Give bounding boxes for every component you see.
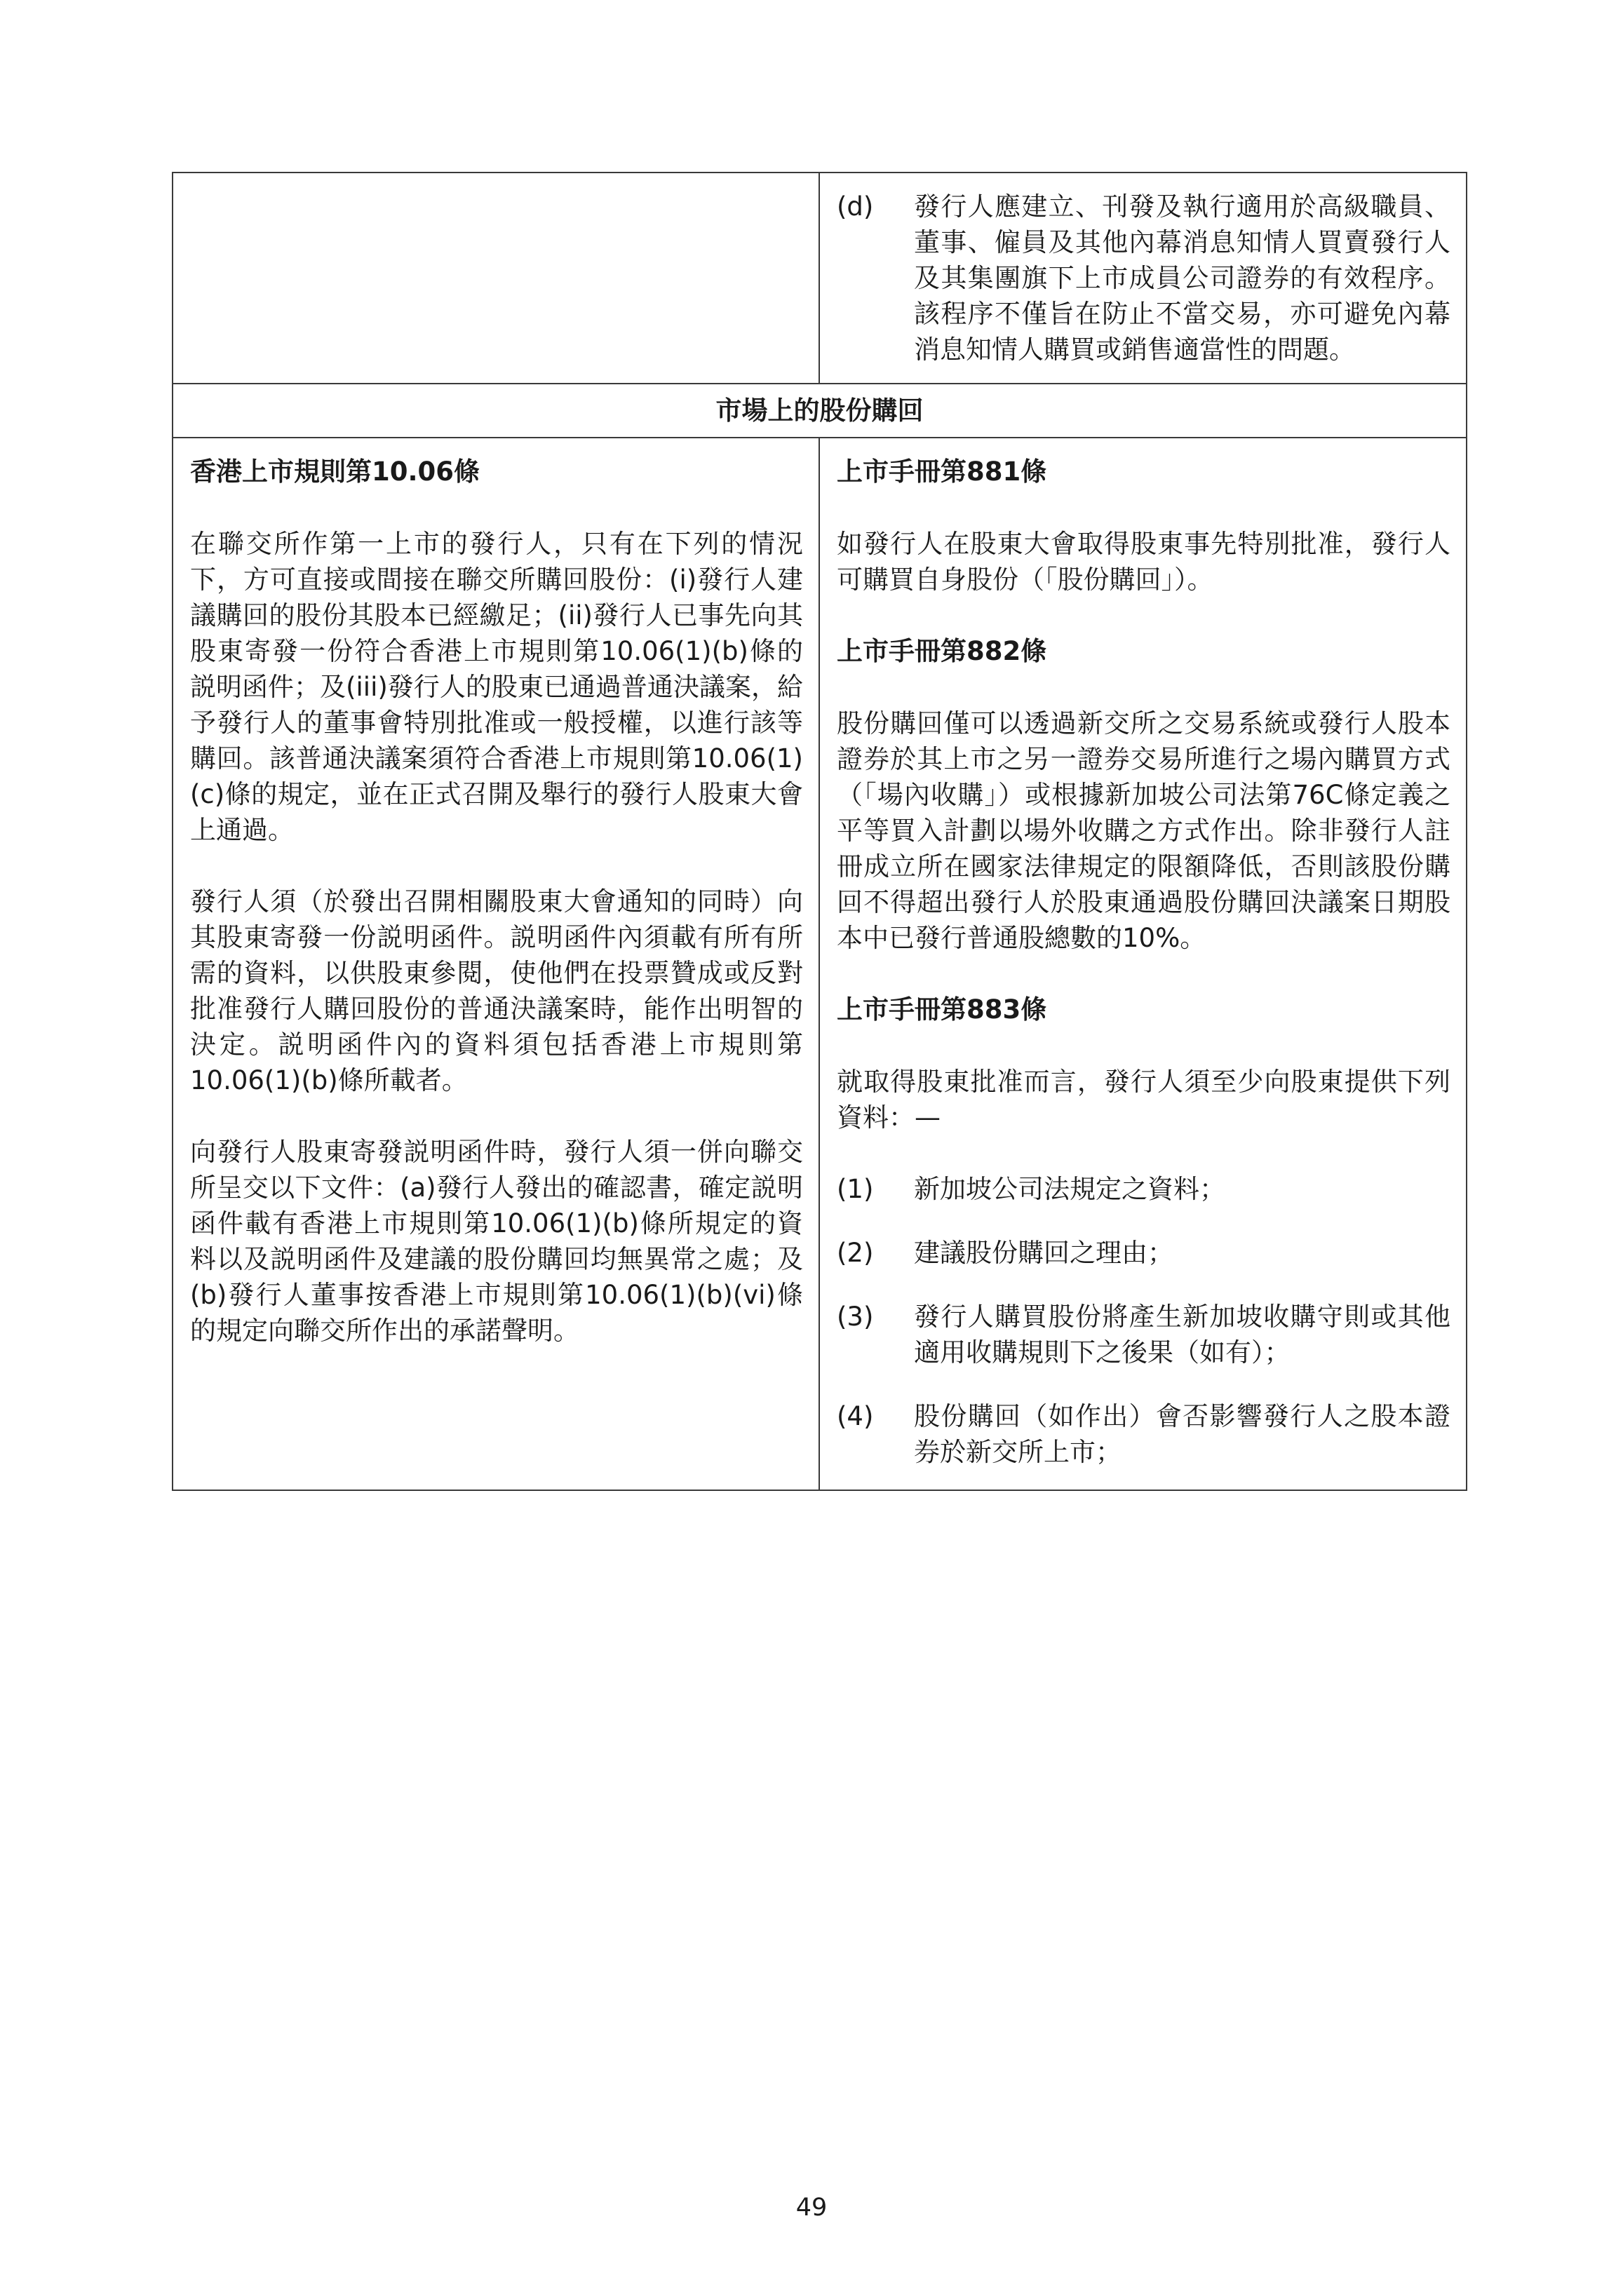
item-text: 發行人購買股份將產生新加坡收購守則或其他適用收購規則下之後果（如有）； xyxy=(914,1302,1450,1368)
item-d-cell xyxy=(819,173,1467,384)
left-paragraph-3: 向發行人股東寄發説明函件時，發行人須一併向聯交所呈交以下文件：(a)發行人發出的確認書，確定説明函件載有香港上市規則第10.06(1)(b)條所規定的資料以及説明函件及建議的股份購回均無異常之處；及(b)發行人董事按香港上市規則第10.06(1)(b)(vi)條的規定向聯交所作出的承諾聲明。 xyxy=(190,1137,803,1346)
table-row xyxy=(173,173,1467,384)
item-text: 發行人應建立、刊發及執行適用於高級職員、董事、僱員及其他內幕消息知情人買賣發行人及其集團旗下上市成員公司證券的有效程序。該程序不僅旨在防止不當交易，亦可避免內幕消息知情人購買或銷售適當性的問題。 xyxy=(914,191,1450,365)
page-number: 49 xyxy=(795,2194,828,2222)
list-item xyxy=(837,189,1450,367)
rule-882-text: 股份購回僅可以透過新交所之交易系統或發行人股本證券於其上市之另一證券交易所進行之場內購買方式（「場內收購」）或根據新加坡公司法第76C條定義之平等買入計劃以場外收購之方式作出。除非發行人註冊成立所在國家法律規定的限額降低，否則該股份購回不得超出發行人於股東通過股份購回決議案日期股本中已發行普通股總數的10%。 xyxy=(837,708,1450,953)
table-row xyxy=(173,384,1467,438)
rule-881-heading: 上市手冊第881條 xyxy=(837,457,1047,487)
item-marker: (d) xyxy=(837,191,874,222)
item-text: 新加坡公司法規定之資料； xyxy=(914,1174,1225,1204)
rule-881-text: 如發行人在股東大會取得股東事先特別批准，發行人可購買自身股份（「股份購回」）。 xyxy=(837,529,1450,595)
rule-882-heading: 上市手冊第882條 xyxy=(837,636,1047,666)
item-marker: (1) xyxy=(837,1174,874,1204)
item-text: 股份購回（如作出）會否影響發行人之股本證券於新交所上市； xyxy=(914,1401,1450,1467)
left-column xyxy=(173,438,819,1490)
list-item xyxy=(837,1299,1450,1370)
left-paragraph-2: 發行人須（於發出召開相關股東大會通知的同時）向其股東寄發一份説明函件。説明函件內須載有所有所需的資料，以供股東參閱，使他們在投票贊成或反對批准發行人購回股份的普通決議案時，能作出明智的決定。説明函件內的資料須包括香港上市規則第10.06(1)(b)條所載者。 xyxy=(190,886,803,1095)
left-paragraph-1: 在聯交所作第一上市的發行人，只有在下列的情況下，方可直接或間接在聯交所購回股份：(i)發行人建議購回的股份其股本已經繳足；(ii)發行人已事先向其股東寄發一份符合香港上市規則第10.06(1)(b)條的説明函件；及(iii)發行人的股東已通過普通決議案，給予發行人的董事會特別批准或一般授權，以進行該等購回。該普通決議案須符合香港上市規則第10.06(1)(c)條的規定，並在正式召開及舉行的發行人股東大會上通過。 xyxy=(190,529,803,845)
item-text: 建議股份購回之理由； xyxy=(914,1238,1173,1268)
left-heading: 香港上市規則第10.06條 xyxy=(190,457,480,487)
item-marker: (2) xyxy=(837,1238,874,1268)
table-row xyxy=(173,438,1467,1490)
empty-cell xyxy=(173,173,819,384)
rule-883-text: 就取得股東批准而言，發行人須至少向股東提供下列資料：— xyxy=(837,1067,1450,1133)
list-item xyxy=(837,1171,1450,1207)
comparison-table xyxy=(172,172,1467,1491)
rule-883-heading: 上市手冊第883條 xyxy=(837,994,1047,1025)
right-column xyxy=(819,438,1467,1490)
section-title: 市場上的股份購回 xyxy=(173,384,1467,438)
item-marker: (3) xyxy=(837,1302,874,1332)
item-marker: (4) xyxy=(837,1401,874,1431)
list-item xyxy=(837,1235,1450,1271)
list-item xyxy=(837,1398,1450,1470)
